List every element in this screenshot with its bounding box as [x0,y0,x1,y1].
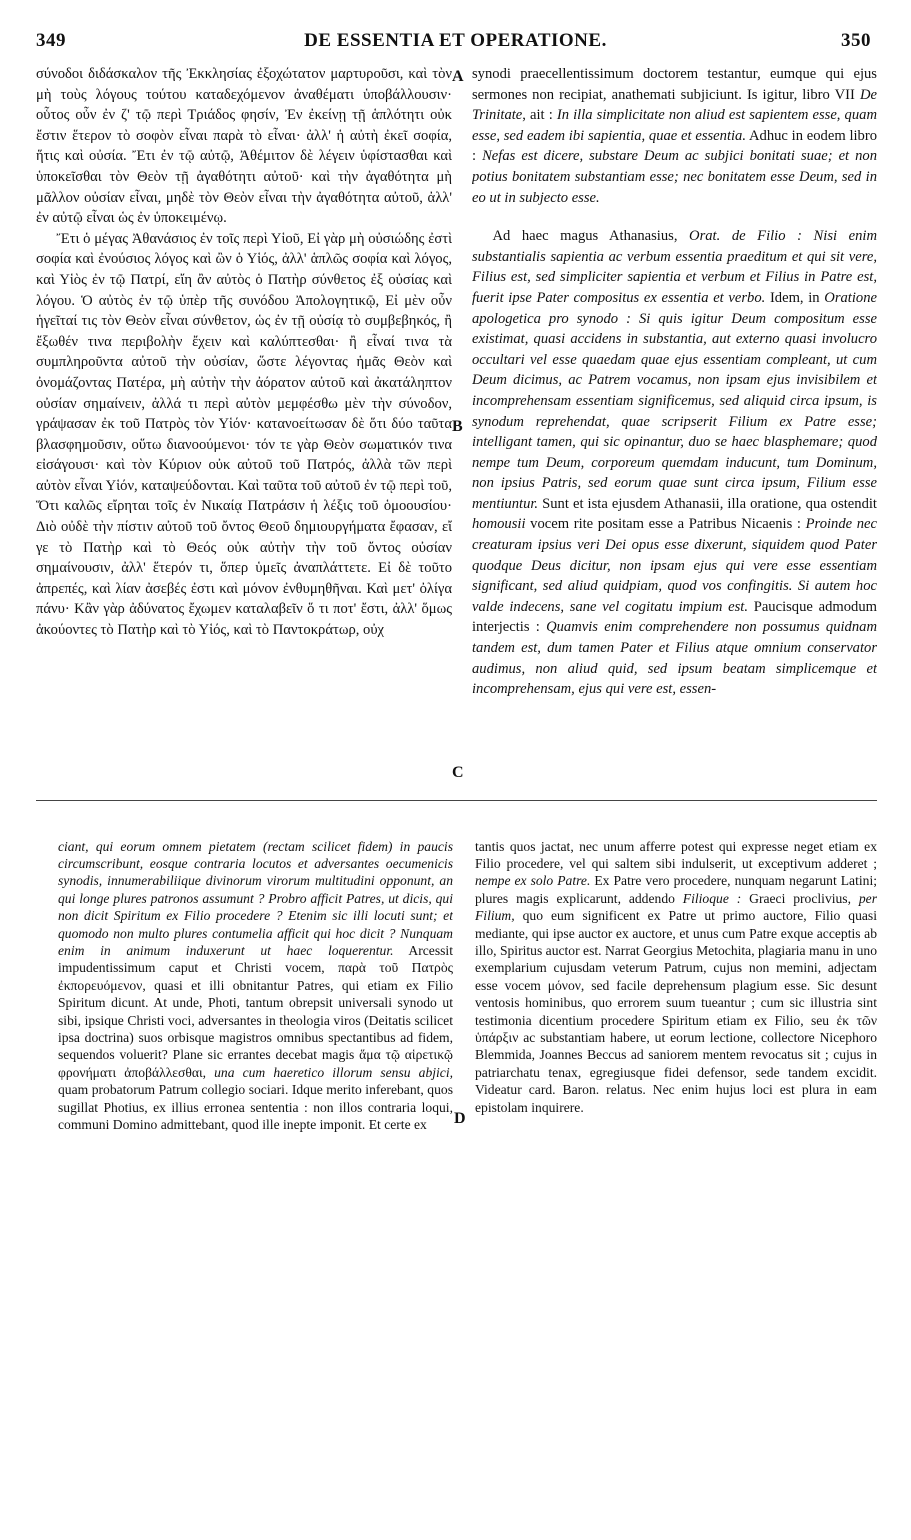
latin-text: Paucisque admodum interjectis : [472,598,877,636]
latin-column [472,64,877,700]
page-number-left: 349 [36,30,66,51]
latin-text: Idem, in [765,289,820,306]
quotation: Nefas est dicere, substare Deum ac subjici bonitati suae; et non potius bonitatem substantiam esse; nec bonitatem esse Deum, sed in eo ut in subjecto esse. [472,148,877,206]
note-text: Arcessit impudentissimum caput et Christi vocem, παρὰ τοῦ Πατρὸς ἐκπορευόμενον, quasi et illi obnitantur Patres, qui etiam ex Filio Spiritum dicunt. At unde, Photi, tantum obrepsit universali synodo ut sibi, ipsique Christi voci, adversantes in theologia viros (Deitatis scilicet ipsa doctrina) suos orbisque magistros omnibus spectantibus ad fidem, sequendos voluerit? Plane sic errantes decebat magis ἅμα τῷ αἱρετικῷ φρονήματι ἀποβάλλεσθαι, [58,943,453,1080]
latin-text: , ait : [522,107,553,124]
note-text-italic: nempe ex solo Patre. [475,873,591,889]
greek-paragraph: σύνοδοι διδάσκαλον τῆς Ἐκκλησίας ἐξοχώτατον μαρτυροῦσι, καὶ τὸν μὴ τοὺς λόγους τούτου καταδεχόμενον ἀναθέματι ὑποβάλλουσιν· οὗτος οὖν ἐν ζ' τῷ περὶ Τριάδος φησίν, Ἐν ἐκείνῃ τῇ ἁπλότητι οὐκ ἔστιν ἕτερον τὸ σοφὸν εἶναι παρὰ τὸ εἶναι· ἀλλ' ἡ αὐτὴ ἐκεῖ σοφία, ἥτις καὶ οὐσία. Ἔτι ἐν τῷ αὐτῷ, Ἀθέμιτον δὲ λέγειν ὑφίστασθαι καὶ ὑποκεῖσθαι τὸν Θεὸν τῇ ἀγαθότητι αὐτοῦ· καὶ τὴν ἀγαθότητα μὴ μᾶλλον οὐσίαν εἶναι, μηδὲ τὸν Θεὸν εἶναι τὴν ἀγαθότητα αὐτοῦ, ἀλλ' ἐν αὐτῷ εἶναι ὡς ἐν ὑποκειμένῳ. [36,66,452,227]
work-reference: Orat. de Filio : [689,228,802,245]
note-text-italic: per Filium, [475,890,877,924]
section-divider [36,800,877,801]
work-title: De Trinitate [472,86,877,124]
latin-text: Sunt et ista ejusdem Athanasii, illa oratione, qua ostendit [538,495,877,512]
quotation: Quamvis enim comprehendere non possumus quidnam tandem est, dum tamen Pater et Filius atque omnium conservator audimus, non aliud quid, sed ipsum beatam simplicemque et incomprehensam, ejus qui vere est, essen- [472,619,877,698]
note-text: quo eum significent ex Patre ut primo auctore, Filio quasi mediante, qui ipse auctor ex auctore, et unus cum Patre exque acceptis ab illo, Spiritus auctor est. Narrat Georgius Metochita, plagiaria manu in uno exemplarium cujusdam veterum Patrum, cujus non memini, adjectam esse vocem μόνον, sed facile deprehensum plagium esse. Sic desunt ventosis hominibus, quo errorem suum tueantur ; cum sic illustria sint testimonia dicentium procedere Spiritum etiam ex Filio, seu ἐκ τῶν ὑπάρξιν ac substantiam habere, ut eorum lectione, collectore Nicephoro Blemmida, Joannes Beccus ad saniorem mentem revocatus sit ; cujus in patriarchatu tenax, egregiusque fidei defensor, sede tandem excidit. Videatur card. Baron. relatus. Nec enim hujus loci est plura in eam epistolam inquirere. [475,908,877,1115]
greek-paragraph: Ἔτι ὁ μέγας Ἀθανάσιος ἐν τοῖς περὶ Υἱοῦ, Εἰ γὰρ μὴ οὐσιώδης ἐστὶ σοφία καὶ ἐνούσιος λόγος καὶ ὢν ὁ Υἱός, ἀλλ' ἁπλῶς σοφία καὶ λόγος, καὶ Υἱὸς ἐν τῷ Πατρί, εἴη ἂν αὐτὸς ὁ Πατὴρ σύνθετος ἐξ οὐσίας καὶ λόγου. Ὁ αὐτὸς ἐν τῷ ὑπὲρ τῆς συνόδου Ἀπολογητικῷ, Εἰ μὲν οὖν ἡγεῖταί τις τὸν Θεὸν εἶναι σύνθετον, ὡς ἐν τῇ οὐσίᾳ τὸ συμβεβηκός, ἢ ἔξωθέν τινα περιβολὴν ἔχειν καὶ καλύπτεσθαι· ἢ εἶναί τινα τὰ συμπληροῦντα αὐτοῦ τὴν οὐσίαν, ὥστε λέγοντας ἡμᾶς Θεὸν καὶ ὀνομάζοντας Πατέρα, μὴ αὐτὴν τὴν ἀόρατον αὐτοῦ καὶ ἀκατάληπτον οὐσίαν σημαίνειν, ἀλλά τι περὶ αὐτὸν μεμφέσθω μὲν τὴν σύνοδον, γράψασαν ἐκ τοῦ Πατρὸς τὸν Υἱόν· κατανοείτωσαν δὲ ὅτι δύο ταῦτα βλασφημοῦσιν, οὕτω διανοούμενοι· τόν τε γὰρ Θεὸν σωματικόν τινα εἰσάγουσι· καὶ τὸν Κύριον οὐκ αὐτοῦ τοῦ Πατρός, ἀλλὰ τῶν περὶ αὐτὸν εἶναι Υἱόν, καταψεύδονται. Καὶ ταῦτα τοῦ αὐτοῦ ἐν τῷ περὶ τοῦ, Ὅτι καλῶς εἴρηται τοῖς ἐν Νικαίᾳ Πατράσιν ἡ λέξις τοῦ ὁμοουσίου· Διὸ οὐδὲ τὴν πίστιν αὐτοῦ τοῦ ὄντος Θεοῦ δημιουργήματα ἔφασαν, εἴ γε τὸ Πατὴρ καὶ τὸ Θεός οὐκ αὐτὴν τὴν τοῦ ὄντος οὐσίαν σημαίνουσιν, ἀλλ' ἕτερόν τι, ὅπερ ὑμεῖς ἀναπλάττετε. Εἰ δὲ τοῦτο ἀπρεπές, καὶ λίαν ἀσεβές ἐστι καὶ μόνον ἐνθυμηθῆναι. Καὶ μετ' ὀλίγα πάνυ· Κἂν γὰρ ἀδύνατος ἔχωμεν καταλαβεῖν ὅ τι ποτ' ἔστι, ἀλλ' ὅμως ἀκούοντες τὸ Πατὴρ καὶ τὸ Υἱός, καὶ τὸ Παντοκράτωρ, οὐχ [36,230,452,639]
note-paragraph [58,838,453,1134]
work-title: Oratione apologetica pro synodo : [472,289,877,327]
note-text-italic: ciant, qui eorum omnem pietatem (rectam scilicet fidem) in paucis circumscribunt, eosque contraria locutos et adversantes oecumenicis synodis, innumerabiliique divinorum virorum multitudini opponunt, an qui longe plures patronos assumunt ? Probro afficit Patres, ut dicis, qui non dicit Spiritum ex Filio procedere ? Etenim sic illi locuti sunt; et quomodo non multo plures contumelia afficit qui hoc dicit ? Nunquam enim in animum induxerunt ut haec loquerentur. [58,838,453,959]
note-text-italic: una cum haeretico illorum sensu abjici, [206,1064,453,1080]
latin-text: Ad haec magus Athanasius, [492,228,678,245]
margin-letter-d: D [454,1110,466,1127]
latin-paragraph [472,226,877,700]
quotation: Si quis igitur Deum compositum esse existimat, quasi accidens in substantia, aut externo quasi involucro occultari vel esse quaedam quae ejus essentiam compleant, ut cum Deum dicimus, ac Patrem vocamus, non ipsam ejus invisibilem et incomprehensam essentiam significemus, sed aliquid circa ipsum, is synodum reprehendat, quae scripserit Filium ex Patre esse; intelligant tamen, qui sic opinantur, duo se haec blasphemare; quod nempe tum Deum, corporeum quemdam inducunt, tum Dominum, non ipsius Patris, sed eorum quae sunt circa ipsum, Filium esse mentiuntur. [472,310,877,512]
note-text: Graeci proclivius, [741,890,851,906]
note-column-right [475,824,877,1130]
quotation: Proinde nec creaturam ipsius veri Dei opus esse dixerunt, siquidem quod Pater quodque Deus dicitur, non ipsam ejus qui vere esse essentiam significant, sed aliud quidpiam, quod vos confingitis. Si autem hoc valde indecens, sane vel cogitatu impium est. [472,516,877,615]
greek-column [36,64,452,641]
term: homousii [472,516,526,533]
latin-text: synodi praecellentissimum doctorem testantur, eumque qui ejus sermones non recipiat, anathemati subjiciunt. Is igitur, libro VII [472,66,877,103]
note-text-italic: Filioque : [674,890,742,906]
quotation: In illa simplicitate non aliud est sapientem esse, quam esse, sed eadem ibi sapientia, quae et essentia. [472,107,877,144]
margin-letter-b: B [452,418,463,435]
page-number-right: 350 [841,30,871,51]
margin-letter-a: A [452,68,464,85]
quotation: Nisi enim substantialis sapientia ac verbum essentia praeditum et qui sit vere, Filius est, sed simpliciter sapientia et verbum et Filius in Patre est, fuerit ipse Pater compositus ex essentia et verbo. [472,228,877,306]
margin-letter-c: C [452,764,464,781]
latin-text: Adhuc in eodem libro : [472,127,877,165]
running-title: DE ESSENTIA ET OPERATIONE. [304,30,607,51]
latin-text: vocem rite positam esse a Patribus Nicaenis : [525,516,801,533]
note-paragraph [475,838,877,1117]
latin-paragraph [472,64,877,208]
note-text: tantis quos jactat, nec unum afferre potest qui expresse neget etiam ex Filio procedere, vel qui saltem sibi indulserit, ut exceptivum adderet ; [475,838,877,871]
note-column-left [58,824,453,1147]
note-text: Ex Patre vero procedere, nunquam negarunt Latini; plures magis explicarunt, addendo [475,873,877,906]
note-text: quam probatorum Patrum collegio sociari. Idque merito inferebant, quos sugillat Photius, ex illius erronea sententia : non illos contraria loqui, communi Domino admittebant, quod ille inepte imponit. Et certe ex [58,1082,453,1133]
